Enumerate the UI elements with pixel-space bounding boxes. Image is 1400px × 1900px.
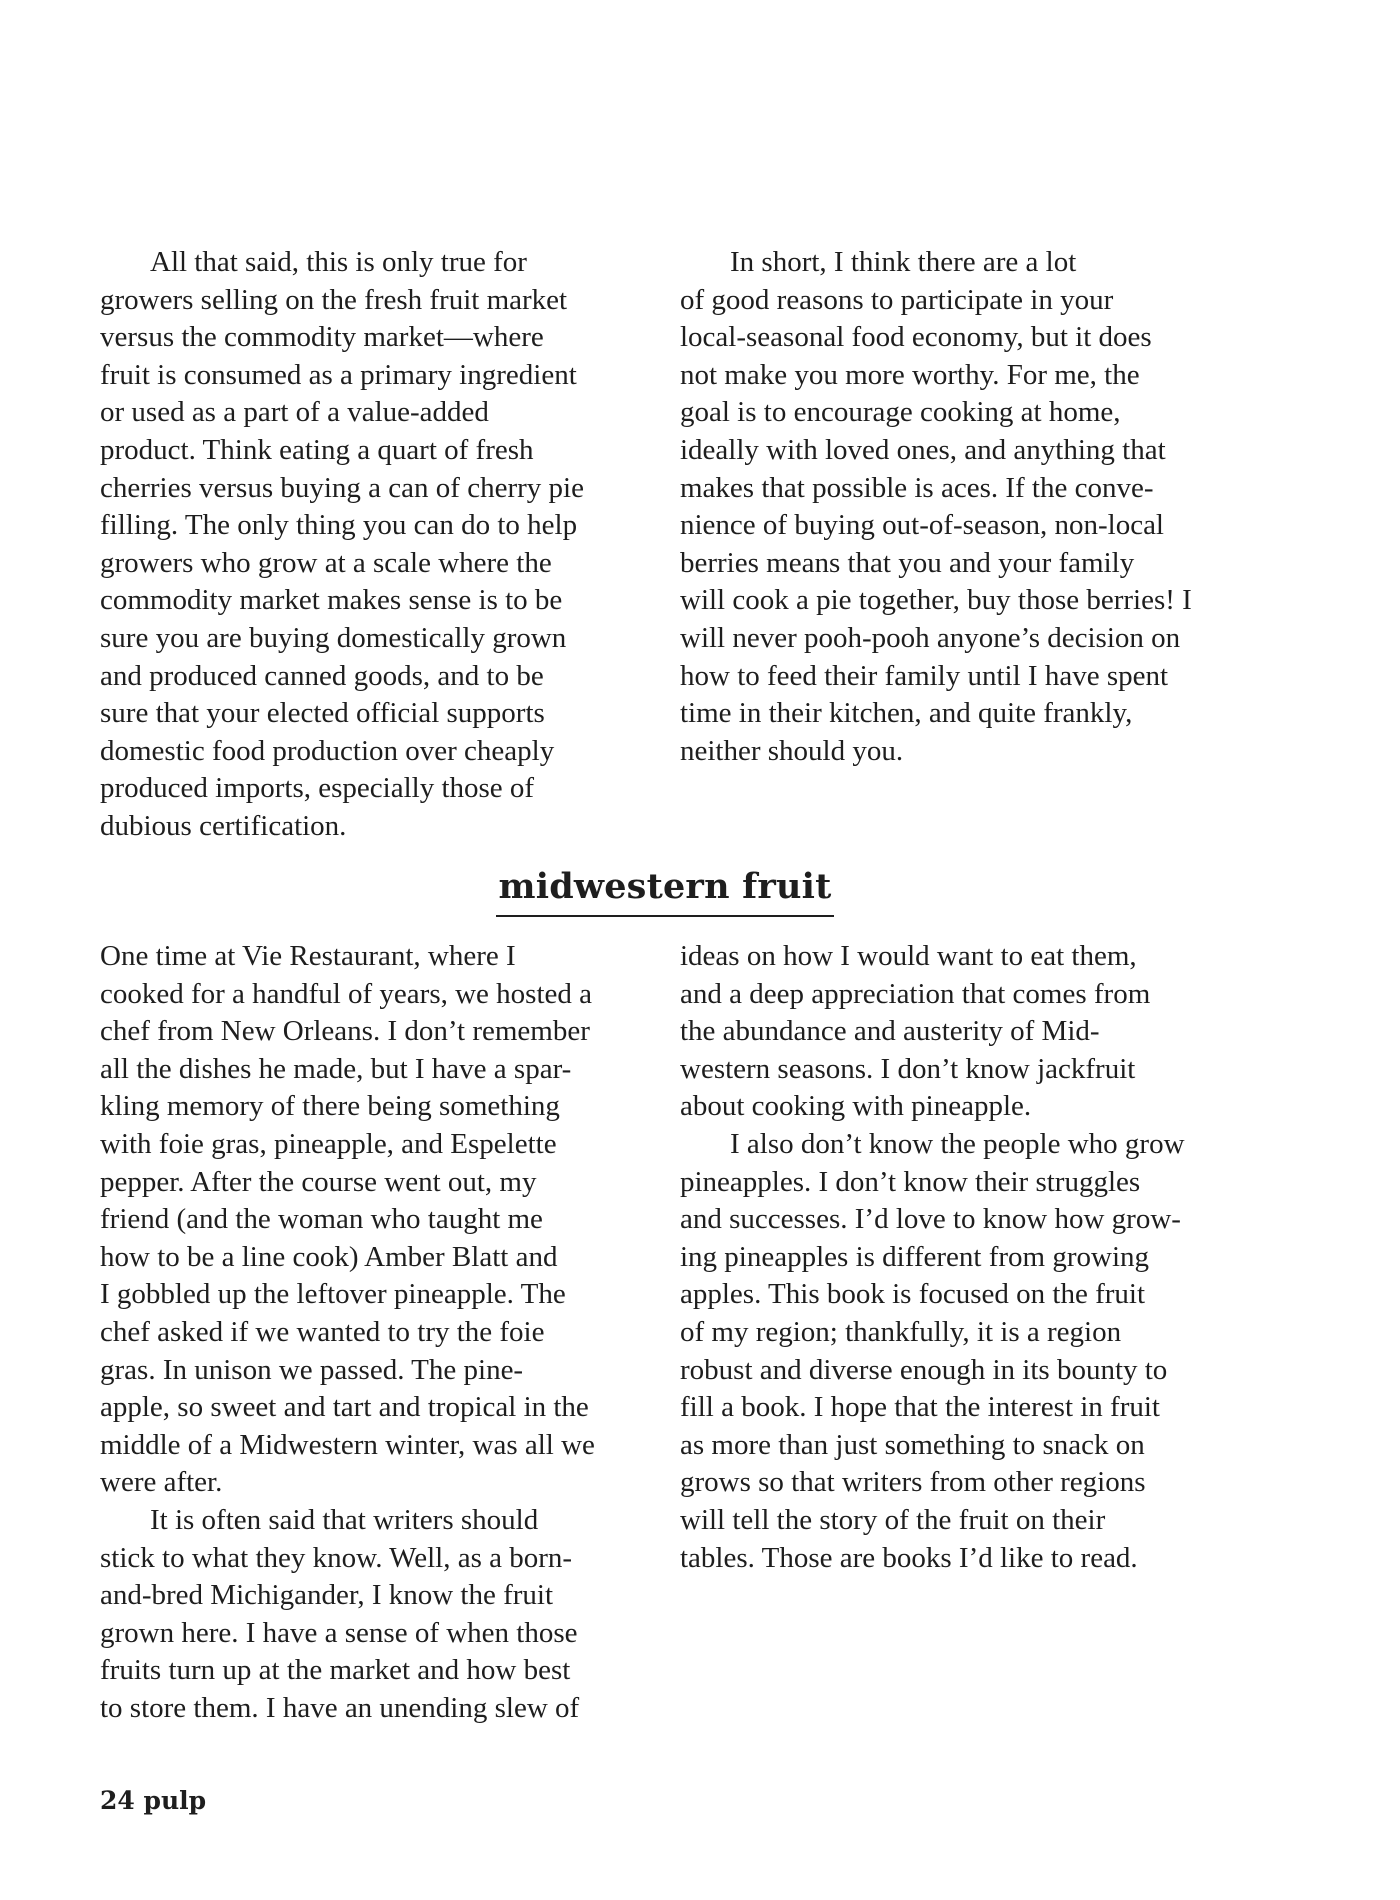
text-line: product. Think eating a quart of fresh — [100, 433, 534, 466]
text-column-bottom-right — [680, 938, 1240, 1577]
text-line: and-bred Michigander, I know the fruit — [100, 1579, 554, 1612]
text-line: cherries versus buying a can of cherry pie — [100, 471, 584, 504]
text-line: middle of a Midwestern winter, was all we — [100, 1428, 595, 1461]
text-line: will tell the story of the fruit on their — [680, 1503, 1106, 1536]
text-line: chef from New Orleans. I don’t remember — [100, 1015, 590, 1048]
text-line: growers selling on the fresh fruit market — [100, 283, 568, 316]
text-line: and produced canned goods, and to be — [100, 659, 544, 692]
text-line: and successes. I’d love to know how grow- — [680, 1203, 1181, 1236]
text-line: to store them. I have an unending slew of — [100, 1691, 580, 1724]
text-line: friend (and the woman who taught me — [100, 1203, 543, 1236]
text-line: chef asked if we wanted to try the foie — [100, 1315, 545, 1348]
text-line: as more than just something to snack on — [680, 1428, 1145, 1461]
text-line: pineapples. I don’t know their struggles — [680, 1165, 1141, 1198]
text-line: filling. The only thing you can do to help — [100, 509, 578, 542]
section-heading-text: midwestern fruit — [496, 866, 833, 917]
text-line: grows so that writers from other regions — [680, 1466, 1146, 1499]
text-line: ing pineapples is different from growing — [680, 1240, 1149, 1273]
text-line: all the dishes he made, but I have a spar- — [100, 1052, 572, 1085]
text-line: growers who grow at a scale where the — [100, 546, 552, 579]
page-folio: 24 pulp — [100, 1786, 207, 1815]
text-line: I gobbled up the leftover pineapple. The — [100, 1278, 566, 1311]
text-line: ideas on how I would want to eat them, — [680, 940, 1137, 972]
text-line: about cooking with pineapple. — [680, 1090, 1032, 1123]
text-line: commodity market makes sense is to be — [100, 584, 563, 617]
text-line: versus the commodity market—where — [100, 321, 544, 354]
text-line: sure you are buying domestically grown — [100, 621, 567, 654]
text-line: berries means that you and your family — [680, 546, 1135, 579]
text-line: of my region; thankfully, it is a region — [680, 1315, 1122, 1348]
text-line: All that said, this is only true for — [150, 246, 527, 278]
text-line: stick to what they know. Well, as a born- — [100, 1541, 573, 1574]
text-line: sure that your elected official supports — [100, 697, 545, 730]
text-line: pepper. After the course went out, my — [100, 1165, 537, 1198]
text-line: of good reasons to participate in your — [680, 283, 1114, 316]
text-line: It is often said that writers should — [150, 1503, 539, 1536]
text-line: dubious certification. — [100, 809, 347, 842]
text-line: One time at Vie Restaurant, where I — [100, 940, 516, 972]
text-line: fill a book. I hope that the interest in fruit — [680, 1391, 1160, 1424]
text-column-top-left — [100, 244, 660, 846]
text-line: grown here. I have a sense of when those — [100, 1616, 578, 1649]
text-line: produced imports, especially those of — [100, 772, 535, 805]
text-line: neither should you. — [680, 734, 904, 767]
text-line: I also don’t know the people who grow — [730, 1127, 1185, 1160]
text-line: In short, I think there are a lot — [730, 246, 1077, 278]
text-line: apples. This book is focused on the fruit — [680, 1278, 1146, 1311]
text-line: western seasons. I don’t know jackfruit — [680, 1052, 1136, 1085]
text-column-top-right — [680, 244, 1240, 770]
text-line: how to be a line cook) Amber Blatt and — [100, 1240, 558, 1273]
text-line: and a deep appreciation that comes from — [680, 977, 1151, 1010]
text-line: not make you more worthy. For me, the — [680, 358, 1140, 391]
text-line: will never pooh-pooh anyone’s decision on — [680, 621, 1181, 654]
text-line: robust and diverse enough in its bounty to — [680, 1353, 1168, 1386]
section-heading — [0, 866, 1330, 917]
text-line: makes that possible is aces. If the conve- — [680, 471, 1154, 504]
text-line: cooked for a handful of years, we hosted a — [100, 977, 593, 1010]
text-line: fruit is consumed as a primary ingredient — [100, 358, 577, 391]
text-line: how to feed their family until I have spent — [680, 659, 1169, 692]
text-line: with foie gras, pineapple, and Espelette — [100, 1127, 557, 1160]
text-line: ideally with loved ones, and anything that — [680, 433, 1166, 466]
text-line: will cook a pie together, buy those berries! I — [680, 584, 1192, 617]
text-line: apple, so sweet and tart and tropical in the — [100, 1391, 589, 1424]
text-line: kling memory of there being something — [100, 1090, 560, 1123]
text-line: tables. Those are books I’d like to read. — [680, 1541, 1138, 1574]
text-line: nience of buying out-of-season, non-local — [680, 509, 1164, 542]
text-column-bottom-left — [100, 938, 660, 1727]
text-line: gras. In unison we passed. The pine- — [100, 1353, 524, 1386]
text-line: domestic food production over cheaply — [100, 734, 555, 767]
text-line: the abundance and austerity of Mid- — [680, 1015, 1100, 1048]
text-line: or used as a part of a value-added — [100, 396, 489, 429]
text-line: were after. — [100, 1466, 223, 1499]
text-line: fruits turn up at the market and how best — [100, 1654, 571, 1687]
text-line: time in their kitchen, and quite frankly, — [680, 697, 1133, 730]
text-line: local-seasonal food economy, but it does — [680, 321, 1152, 354]
text-line: goal is to encourage cooking at home, — [680, 396, 1121, 429]
